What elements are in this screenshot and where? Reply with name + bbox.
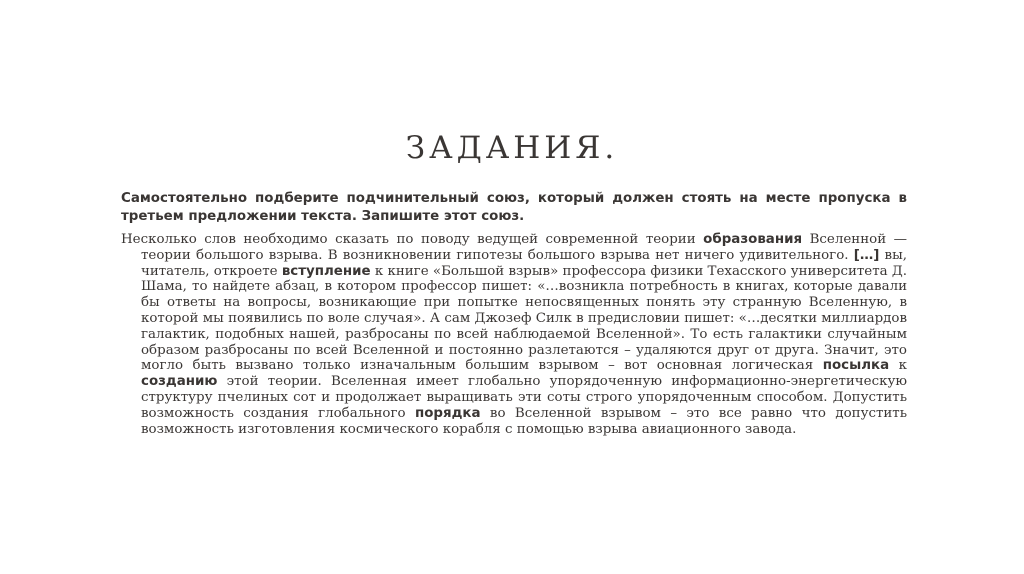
bold-term: образования bbox=[703, 232, 803, 247]
gap-marker: […] bbox=[853, 247, 880, 263]
bold-term: порядка bbox=[414, 405, 481, 421]
bold-term: вступление bbox=[281, 263, 371, 279]
text-segment: вы, читатель, откроете bbox=[141, 247, 907, 279]
text-segment: во Вселенной взрывом – это все равно что допустить возможность изготовления космического корабля с помощью взрыва авиационного завода. bbox=[141, 405, 907, 437]
text-segment: Несколько слов необходимо сказать по поводу ведущей современной теории bbox=[121, 232, 704, 247]
text-segment: Вселенной — теории большого взрыва. В возникновении гипотезы большого взрыва нет ничего удивительного. bbox=[141, 232, 908, 263]
bold-term: созданию bbox=[141, 374, 218, 390]
body-paragraph bbox=[121, 232, 907, 437]
bold-term: посылка bbox=[822, 358, 890, 374]
text-segment: этой теории. Вселенная имеет глобально упорядоченную информационно-энергетическую структуру пчелиных сот и продолжает выращивать эти соты строго упорядоченным способом. Допустить возможность создания глобального bbox=[141, 374, 907, 421]
body-text bbox=[121, 232, 907, 437]
text-segment: к bbox=[889, 358, 907, 374]
text-segment: к книге «Большой взрыв» профессора физики Техасского университета Д. Шама, то найдете абзац, в котором профессор пишет: «…возникла потребность в книгах, которые давали бы ответы на вопросы, возникающие при попытке непосвященных понять эту странную Вселенную, в которой мы появились по воле случая». А сам Джозеф Силк в предисловии пишет: «…десятки миллиардов галактик, подобных нашей, разбросаны по всей наблюдаемой Вселенной». То есть галактики случайным образом разбросаны по всей Вселенной и постоянно разлетаются – удаляются друг от друга. Значит, это могло быть вызвано только изначальным большим взрывом – вот основная логическая bbox=[141, 263, 908, 374]
task-instruction: Самостоятельно подберите подчинительный союз, который должен стоять на месте пропуска в третьем предложении текста. Запишите этот союз. bbox=[121, 191, 907, 224]
slide-title: ЗАДАНИЯ. bbox=[405, 130, 619, 166]
